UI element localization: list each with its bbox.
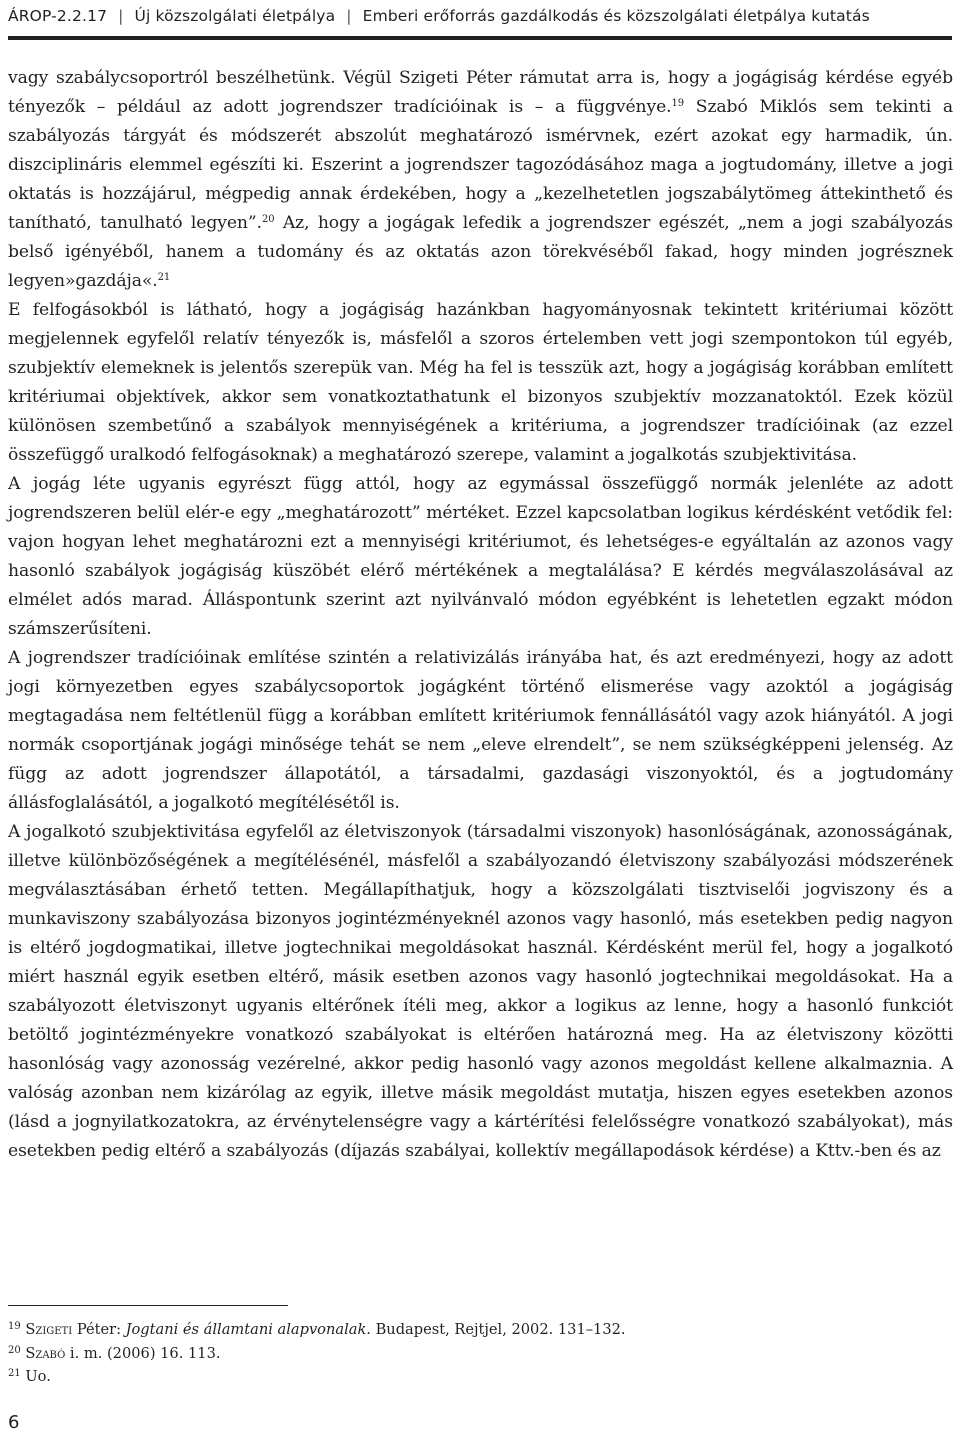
page-number: 6 — [8, 1412, 20, 1433]
footnote-ref: 20 — [261, 214, 275, 225]
paragraph: A jogág léte ugyanis egyrészt függ attól, hogy az egymással összefüggő normák jelenléte az adott jogrendszeren belül elér-e egy „meghatározott” mértéket. Ezzel kapcsolatban logikus kérdésként vetődik fel: vajon hogyan lehet meghatározni ezt a mennyiségi kritériumot, és lehetséges-e egyáltalán az azonos vagy hasonló szabályok jogágiság küszöbét elérő mértékének a megtalálása? E kérdés megválaszolásával az elmélet adós marad. Álláspontunk szerint azt nyilvánvaló módon egyébként is lehetetlen egzakt módon számszerűsíteni. — [8, 474, 953, 639]
header-section: Emberi erőforrás gazdálkodás és közszolgálati életpálya kutatás — [362, 7, 870, 25]
footnote-ref: 19 — [671, 98, 685, 109]
footnotes — [8, 1318, 948, 1389]
footnote-title: Jogtani és államtani alapvonalak. — [125, 1321, 371, 1338]
footnote: $^{20}$ Szabó i. m. (2006) 16. 113. — [8, 1344, 221, 1362]
footnote-ref: 21 — [157, 272, 171, 283]
header-series: Új közszolgálati életpálya — [134, 7, 336, 25]
header-rule — [8, 36, 952, 40]
project-code: ÁROP-2.2.17 — [8, 7, 108, 25]
footnote-author: Szigeti — [25, 1321, 73, 1338]
paragraph: vagy szabálycsoportról beszélhetünk. Végül Szigeti Péter rámutat arra is, hogy a jogágiság kérdése egyéb tényezők – például az adott jogrendszer tradícióinak is – a függvénye.$^{19}$ Szabó Miklós sem tekinti a szabályozás tárgyát és módszerét abszolút meghatározó ismérvnek, ezért azokat egy harmadik, ún. diszciplináris elemmel egészíti ki. Eszerint a jogrendszer tagozódásához maga a jogtudomány, illetve a jogi oktatás is hozzájárul, mégpedig annak érdekében, hogy a „kezelhetetlen jogszabálytömeg áttekinthető és tanítható, tanulható legyen”.$^{20}$ Az, hogy a jogágak lefedik a jogrendszer egészét, „nem a jogi szabályozás belső igényéből, hanem a tudomány és az oktatás azon törekvéséből fakad, hogy minden jogrésznek legyen»gazdája«.$^{21}$ — [8, 68, 953, 291]
paragraph: A jogalkotó szubjektivitása egyfelől az életviszonyok (társadalmi viszonyok) hasonlóságának, azonosságának, illetve különbözőségének a megítélésénél, másfelől a szabályozandó életviszony szabályozási módszerének megválasztásában érhető tetten. Megállapíthatjuk, hogy a közszolgálati tisztviselői jogviszony és a munkaviszony szabályozása bizonyos jogintézményeknél azonos vagy hasonló, más esetekben pedig nagyon is eltérő jogdogmatikai, illetve jogtechnikai megoldásokat használ. Kérdésként merül fel, hogy a jogalkotó miért használ egyik esetben eltérő, másik esetben azonos vagy hasonló jogtechnikai megoldásokat. Ha a szabályozott életviszonyt ugyanis eltérőnek ítéli meg, akkor a logikus az lenne, hogy a hasonló funkciót betöltő jogintézményekre vonatkozó szabályokat is eltérően határozná meg. Ha az életviszony közötti hasonlóság vagy azonosság vezérelné, akkor pedig hasonló vagy azonos megoldást kellene alkalmaznia. A valóság azonban nem kizárólag az egyik, illetve másik megoldást mutatja, hiszen egyes esetekben azonos (lásd a jognyilatkozatokra, az érvénytelenségre vagy a kártérítési felelősségre vonatkozó szabályokat), más esetekben pedig eltérő a szabályozás (díjazás szabályai, kollektív megállapodások kérdése) a Kttv.-ben és az — [8, 822, 953, 1161]
footnote-author: Szabó — [25, 1344, 66, 1362]
paragraph: E felfogásokból is látható, hogy a jogágiság hazánkban hagyományosnak tekintett kritériumai között megjelennek egyfelől relatív tényezők is, másfelől a szoros értelemben vett jogi szempontokon túl egyéb, szubjektív elemeknek is jelentős szerepük van. Még ha fel is tesszük azt, hogy a jogágiság korábban említett kritériumai objektívek, akkor sem vonatkoztathatunk el bizonyos szubjektív mozzanatoktól. Ezek közül különösen szembetűnő a szabályok mennyiségének a kritériuma, a jogrendszer tradícióinak (az ezzel összefüggő uralkodó felfogásoknak) a meghatározó szerepe, valamint a jogalkotás szubjektivitása. — [8, 300, 953, 465]
footnote: $^{19}$ Szigeti Péter: Jogtani és államtani alapvonalak. Budapest, Rejtjel, 2002. 131–132. — [8, 1321, 626, 1338]
paragraph: A jogrendszer tradícióinak említése szintén a relativizálás irányába hat, és azt eredményezi, hogy az adott jogi környezetben egyes szabálycsoportok jogágként történő elismerése vagy azoktól a jogágiság megtagadása nem feltétlenül függ a korábban említett kritériumok fennállásától vagy azok hiányától. A jogi normák csoportjának jogági minősége tehát se nem „eleve elrendelt”, se nem szükségképpeni jelenség. Az függ az adott jogrendszer állapotától, a társadalmi, gazdasági viszonyoktól, és a jogtudomány állásfoglalásától, a jogalkotó megítélésétől is. — [8, 648, 953, 813]
body-text — [8, 64, 953, 1166]
header-separator: | — [346, 7, 352, 25]
footnote-rule — [8, 1305, 288, 1306]
header-separator: | — [118, 7, 124, 25]
running-header — [8, 3, 940, 29]
footnote: $^{21}$ Uo. — [8, 1368, 51, 1385]
